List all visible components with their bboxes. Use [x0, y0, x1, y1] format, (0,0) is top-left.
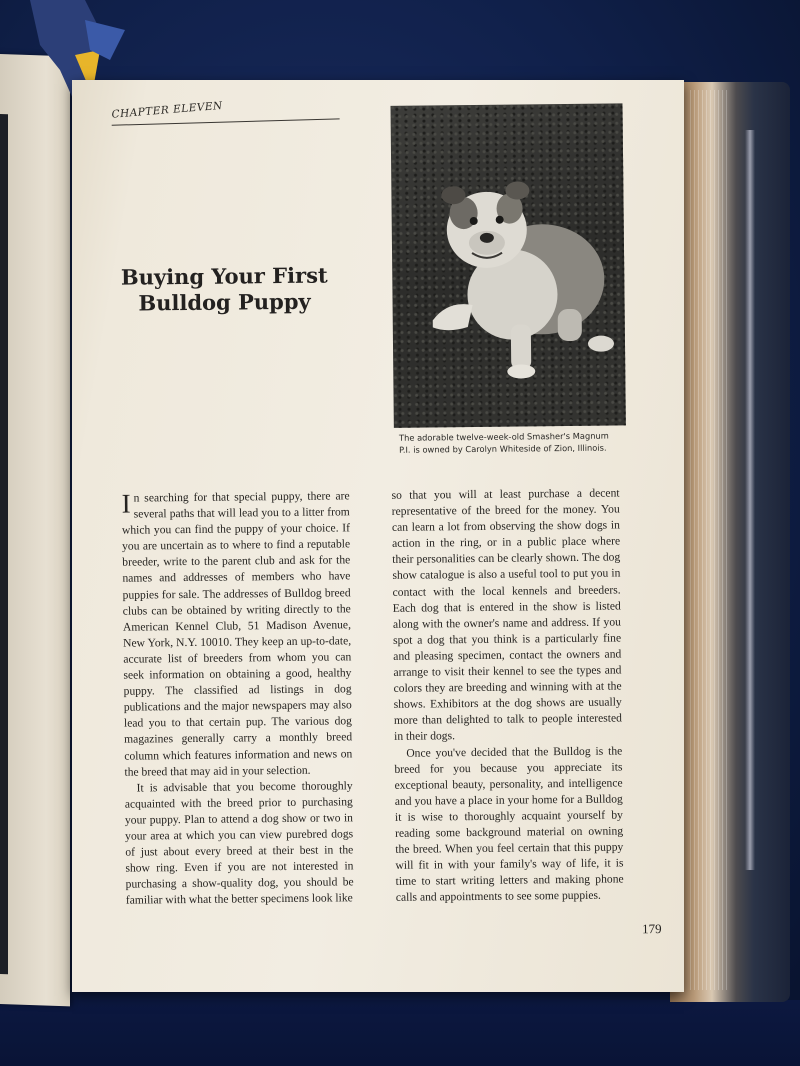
right-paragraph-1: so that you will at least purchase a decent representative of the breed for the money. You can learn a lot from observing the show dogs in action in the ring, or in a public place where their personalities can be clearly shown. The dog show catalogue is also a useful tool to put you in contact with the local kennels and breeders. Each dog that is entered in the show is listed along with the owner's name and address. If you spot a dog that you think is a particularly fine and pleasing specimen, contact the owners and arrange to visit their kennel to see the types and colors they are breeding and winning with at the shows. Exhibitors at the dog shows are usually more than delighted to talk to people interested in their dogs.: [391, 486, 622, 744]
right-text-column: [391, 485, 623, 906]
left-text-column: [122, 488, 354, 909]
left-page-dark-strip: [0, 114, 8, 975]
left-paragraph-1: [122, 488, 353, 780]
chapter-title: [99, 262, 350, 317]
page-content: [67, 77, 689, 995]
title-line-2: Bulldog Puppy: [138, 288, 311, 316]
caption-line-2: P.I. is owned by Carolyn Whiteside of Zion, Illinois.: [399, 442, 607, 455]
left-paragraph-2: It is advisable that you become thoroughly acquainted with the breed prior to purchasing your puppy. Plan to attend a dog show or two in your area at which you can view purebred dogs of just about every breed at their best in the show ring. Even if you are not interested in purchasing a show-quality dog, you should be familiar with what the better specimens look like: [124, 778, 354, 908]
bulldog-puppy-illustration: [390, 103, 625, 427]
light-glare: [745, 130, 755, 870]
cloth-fold: [0, 1000, 800, 1066]
left-paragraph-1-text: n searching for that special puppy, there are several paths that will lead you to a litter from which you can find the puppy of your choice. If you are uncertain as to where to find a reputable breeder, write to the parent club and ask for the names and addresses of members who have puppies for sale. The addresses of Bulldog breed clubs can be obtained by writing directly to the American Kennel Club, 51 Madison Avenue, New York, N.Y. 10010. They keep an up-to-date, accurate list of breeders from whom you can seek information on obtaining a good, healthy puppy. The classified ad listings in dog publications and the major newspapers may also lead you to that certain pup. The various dog magazines generally carry a monthly breed column which features information and news on the breed that may aid in your selection.: [121, 489, 353, 779]
left-page-edge: [0, 54, 70, 1007]
caption-line-1: The adorable twelve-week-old Smasher's Magnum: [398, 430, 609, 443]
page-stack-edges: [670, 82, 790, 1002]
page-number: 179: [642, 921, 662, 937]
right-paragraph-2: Once you've decided that the Bulldog is the breed for you because you appreciate its exceptional beauty, personality, and intelligence and you have a place in your home for a Bulldog it is wise to thoroughly acquaint yourself by reading some background material on owning the breed. When you feel certain that this puppy will fit in with your family's way of life, it is time to start writing letters and making phone calls and appointments to see some puppies.: [394, 743, 624, 905]
bulldog-photo: [390, 103, 625, 427]
chapter-label: CHAPTER ELEVEN: [111, 99, 224, 121]
title-line-1: Buying Your First: [120, 262, 328, 290]
page-edge-lines: [690, 90, 730, 990]
photo-caption: [399, 429, 649, 456]
book-page: [72, 80, 684, 992]
drop-cap: I: [121, 488, 131, 519]
chapter-rule: [112, 118, 340, 125]
